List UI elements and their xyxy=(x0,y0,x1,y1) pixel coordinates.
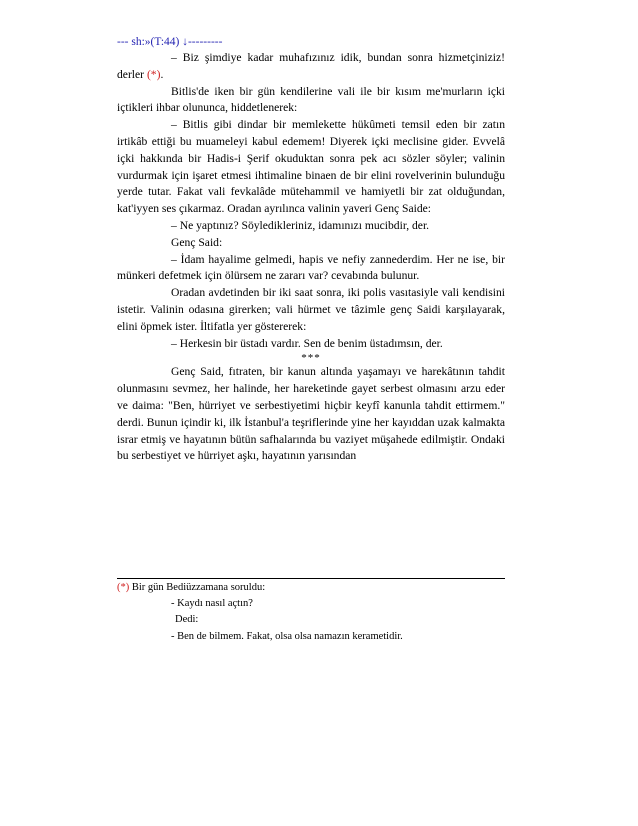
paragraph-6: – İdam hayalime gelmedi, hapis ve nefiy zannederdim. Her ne ise, bir münkeri defetmek için ölürsem ne zararı var? cevabında bulunur. xyxy=(117,252,505,283)
footnote-line-3: - Ben de bilmem. Fakat, olsa olsa namazın kerametidir. xyxy=(171,630,403,642)
footnote-line-1: - Kaydı nasıl açtın? xyxy=(171,598,253,610)
footnote-line-2: Dedi: xyxy=(175,614,199,626)
paragraph-2: Bitlis'de iken bir gün kendilerine vali ile bir kısım me'murların içki içtikleri ihbar olununca, hiddetlenerek: xyxy=(117,84,505,115)
footnote-intro xyxy=(117,580,505,596)
footnote xyxy=(117,580,505,645)
paragraph-7: Oradan avdetinden bir iki saat sonra, iki polis vasıtasiyle vali kendisini istetir. Valinin odasına girerken; vali hürmet ve tâzimle genç Saidi karşılayarak, elini öpmek ister. İltifatla yer göstererek: xyxy=(117,286,505,333)
footnote-intro-text: Bir gün Bediüzzamana soruldu: xyxy=(129,582,266,593)
paragraph-4: – Ne yaptınız? Söyledikleriniz, idamınızı mucibdir, der. xyxy=(171,218,430,232)
paragraph-text: – Biz şimdiye kadar muhafızınız idik, bundan sonra hizmetçiniziz! derler xyxy=(117,51,505,81)
paragraph-5: Genç Said: xyxy=(171,235,223,249)
footnote-marker: (*) xyxy=(117,582,130,593)
footnote-reference[interactable]: (*) xyxy=(146,67,161,81)
footnote-divider xyxy=(117,578,505,579)
body-text xyxy=(117,50,505,465)
section-separator: *** xyxy=(301,352,321,365)
paragraph-tail: . xyxy=(160,67,164,81)
page-marker: --- sh:»(T:44) ↓--------- xyxy=(117,36,223,48)
paragraph-3: – Bitlis gibi dindar bir memlekette hükûmeti temsil eden bir zatın irtikâb ettiği bu muameleyi kabul edemem! Diyerek içki meclisine gider. Evvelâ içki hakkında bir Hadis-i Şerif okuduktan sonra pek acı sözler söyler; valinin vurdurmak için işaret etmesi ihtimaline binaen de bir elini rovelverinin bulunduğu yerde tutar. Fakat vali fevkalâde mütehammil ve hamiyetli bir zat olduğundan, kat'iyyen ses çıkarmaz. Oradan ayrılınca valinin yaveri Genç Saide: xyxy=(117,118,505,216)
paragraph-1 xyxy=(117,50,505,84)
paragraph-9: Genç Said, fıtraten, bir kanun altında yaşamayı ve harekâtının tahdit olunmasını sevmez, her halinde, her hareketinde gayet serbest olmasını arzu eder ve daima: "Ben, hürriyet ve serbestiyetimi hiçbir keyfî kanunla tahdit ettirmem." derdi. Bunun içindir ki, ilk İstanbul'a teşriflerinde yine her kayıddan uzak kalmakta israr etmiş ve hayatının bütün safhalarında bu vaziyet müşahede edilmiştir. Ondaki bu serbestiyet ve hürriyet aşkı, hayatının yarısından xyxy=(117,365,505,463)
paragraph-8: – Herkesin bir üstadı vardır. Sen de benim üstadımsın, der. xyxy=(171,336,443,350)
